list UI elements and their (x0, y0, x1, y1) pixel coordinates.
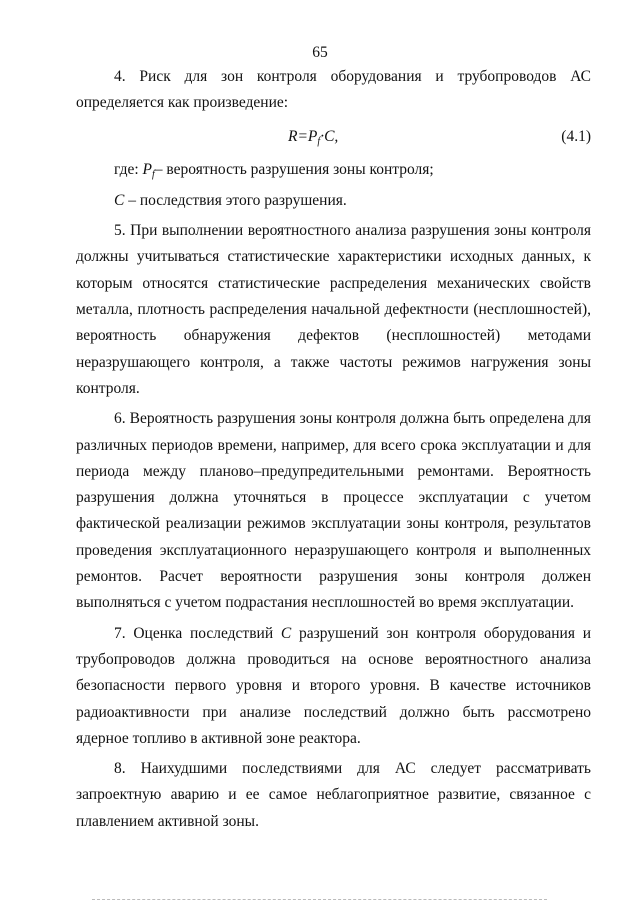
formula-rhs: ·C, (320, 127, 339, 145)
p7-symbol: С (280, 624, 292, 642)
c-description: – последствия этого разрушения. (124, 191, 347, 209)
paragraph-6: 6. Вероятность разрушения зоны контроля должна быть определена для различных периодов времени, например, для всего срока эксплуатации и для периода между планово–предупредительными ремонтами. Вероятность разрушения должна уточняться в процессе эксплуатации с учетом фактической реализации режимов эксплуатации зоны контроля, результатов проведения эксплуатационного неразрушающего контроля и выполненных ремонтов. Расчет вероятности разрушения зоны контроля должен выполняться с учетом подрастания несплошностей во время эксплуатации. (76, 410, 591, 612)
paragraph-4: 4. Риск для зон контроля оборудования и трубопроводов АС определяется как произведение: (76, 68, 591, 112)
formula-lhs: R=P (288, 127, 318, 145)
risk-formula (288, 117, 338, 162)
p7-before: 7. Оценка последствий (114, 624, 281, 642)
bottom-rule (92, 899, 547, 900)
where-prefix: где: (114, 160, 143, 178)
page-number: 65 (312, 44, 328, 61)
p7-after: разрушений зон контроля оборудования и трубопроводов должна проводиться на основе вероятностного анализа безопасности первого уровня и второго уровня. В качестве источников радиоактивности при анализе последствий должно быть рассмотрено ядерное топливо в активной зоне реактора. (76, 624, 591, 747)
formula-subscript: f (317, 135, 321, 147)
paragraph-7 (76, 621, 591, 752)
pf-subscript: f (152, 168, 155, 180)
paragraph-8: 8. Наихудшими последствиями для АС следует рассматривать запроектную аварию и ее самое неблагоприятное развитие, связанное с плавлением активной зоны. (76, 760, 591, 830)
page-body (76, 64, 591, 835)
formula-row (76, 117, 591, 157)
pf-description: – вероятность разрушения зоны контроля; (154, 160, 434, 178)
pf-symbol: P (142, 160, 153, 178)
paragraph-5: 5. При выполнении вероятностного анализа разрушения зоны контроля должны учитываться статистические характеристики исходных данных, к которым относятся статистические распределения механических свойств металла, плотность распределения начальной дефектности (несплошностей), вероятность обнаружения дефектов (несплошностей) методами неразрушающего контроля, а также частоты режимов нагружения зоны контроля. (76, 222, 591, 397)
c-symbol: C (114, 191, 125, 209)
equation-number: (4.1) (561, 127, 591, 145)
where-c-line (76, 188, 591, 214)
